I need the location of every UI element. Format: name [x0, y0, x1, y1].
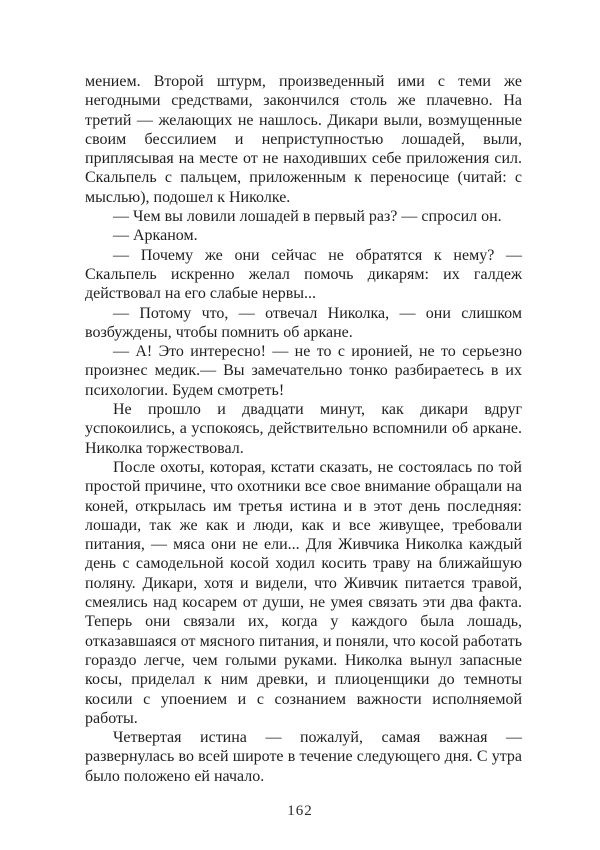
paragraph: мением. Второй штурм, произведенный ими с теми же негодными средствами, закончился столь же плачевно. На третий — желающих не нашлось. Дикари выли, возмущенные своим бессилием и неприступностью лошадей, выли, приплясывая на месте от не находивших себе приложения сил. Скальпель с пальцем, приложенным к переносице (читай: с мыслью), подошел к Николке. — [85, 73, 522, 206]
paragraph: — Чем вы ловили лошадей в первый раз? — спросил он. — [113, 208, 502, 226]
paragraph: — Потому что, — отвечал Николка, — они слишком возбуждены, чтобы помнить об аркане. — [85, 304, 522, 341]
paragraph: — Арканом. — [113, 227, 198, 245]
paragraph: — Почему же они сейчас не обратятся к нему? — Скальпель искренно желал помочь дикарям: их галдеж действовал на его слабые нервы... — [85, 246, 522, 303]
paragraph: После охоты, которая, кстати сказать, не состоялась по той простой причине, что охотники все свое внимание обращали на коней, открылась им третья истина и в этот день последняя: лошади, так же как и люди, как и все живущее, требовали питания, — мяса они не ели... Для Живчика Николка каждый день с самодельной косой ходил косить траву на ближайшую поляну. Дикари, хотя и видели, что Живчик питается травой, смеялись над косарем от души, не умея связать эти два факта. Теперь они связали их, когда у каждого была лошадь, отказавшаяся от мясного питания, и поняли, что косой работать гораздо легче, чем голыми руками. Николка вынул запасные косы, приделал к ним древки, и плиоценщики до темноты косили с упоением и с сознанием важности исполняемой работы. — [85, 458, 522, 727]
paragraph: — А! Это интересно! — не то с иронией, не то серьезно произнес медик.— Вы замечательно тонко разбираетесь в их психологии. Будем смотреть! — [85, 343, 522, 399]
paragraph: Не прошло и двадцати минут, как дикари вдруг успокоились, а успокоясь, действительно вспомнили об аркане. Николка торжествовал. — [85, 401, 522, 457]
page-text — [85, 72, 522, 786]
paragraph: Четвертая истина — пожалуй, самая важная — развернулась во всей широте в течение следующего дня. С утра было положено ей начало. — [85, 729, 522, 785]
page-number: 162 — [287, 803, 313, 819]
